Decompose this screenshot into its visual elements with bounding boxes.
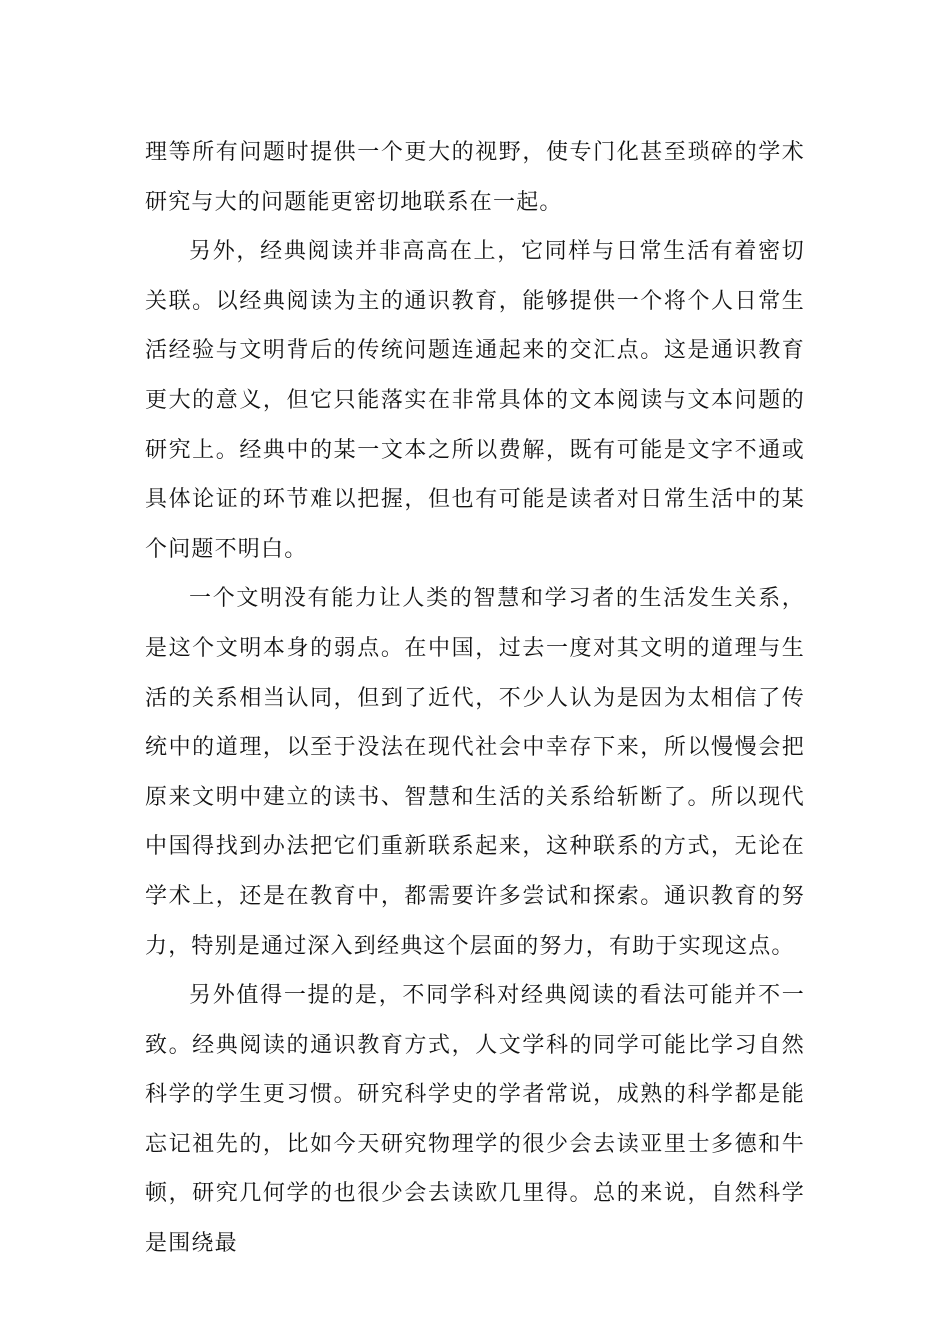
paragraph-4: 另外值得一提的是，不同学科对经典阅读的看法可能并不一致。经典阅读的通识教育方式，人文学科的同学可能比学习自然科学的学生更习惯。研究科学史的学者常说，成熟的科学都是能忘记祖先的，比如今天研究物理学的很少会去读亚里士多德和牛顿，研究几何学的也很少会去读欧几里得。总的来说，自然科学是围绕最 — [145, 983, 805, 1257]
paragraph-1: 理等所有问题时提供一个更大的视野，使专门化甚至琐碎的学术研究与大的问题能更密切地联系在一起。 — [145, 140, 805, 215]
paragraph-3: 一个文明没有能力让人类的智慧和学习者的生活发生关系，是这个文明本身的弱点。在中国，过去一度对其文明的道理与生活的关系相当认同，但到了近代，不少人认为是因为太相信了传统中的道理，以至于没法在现代社会中幸存下来，所以慢慢会把原来文明中建立的读书、智慧和生活的关系给斩断了。所以现代中国得找到办法把它们重新联系起来，这种联系的方式，无论在学术上，还是在教育中，都需要许多尝试和探索。通识教育的努力，特别是通过深入到经典这个层面的努力，有助于实现这点。 — [145, 586, 805, 959]
paragraph-2: 另外，经典阅读并非高高在上，它同样与日常生活有着密切关联。以经典阅读为主的通识教育，能够提供一个将个人日常生活经验与文明背后的传统问题连通起来的交汇点。这是通识教育更大的意义，但它只能落实在非常具体的文本阅读与文本问题的研究上。经典中的某一文本之所以费解，既有可能是文字不通或具体论证的环节难以把握，但也有可能是读者对日常生活中的某个问题不明白。 — [145, 239, 805, 562]
body-text — [145, 128, 805, 1269]
